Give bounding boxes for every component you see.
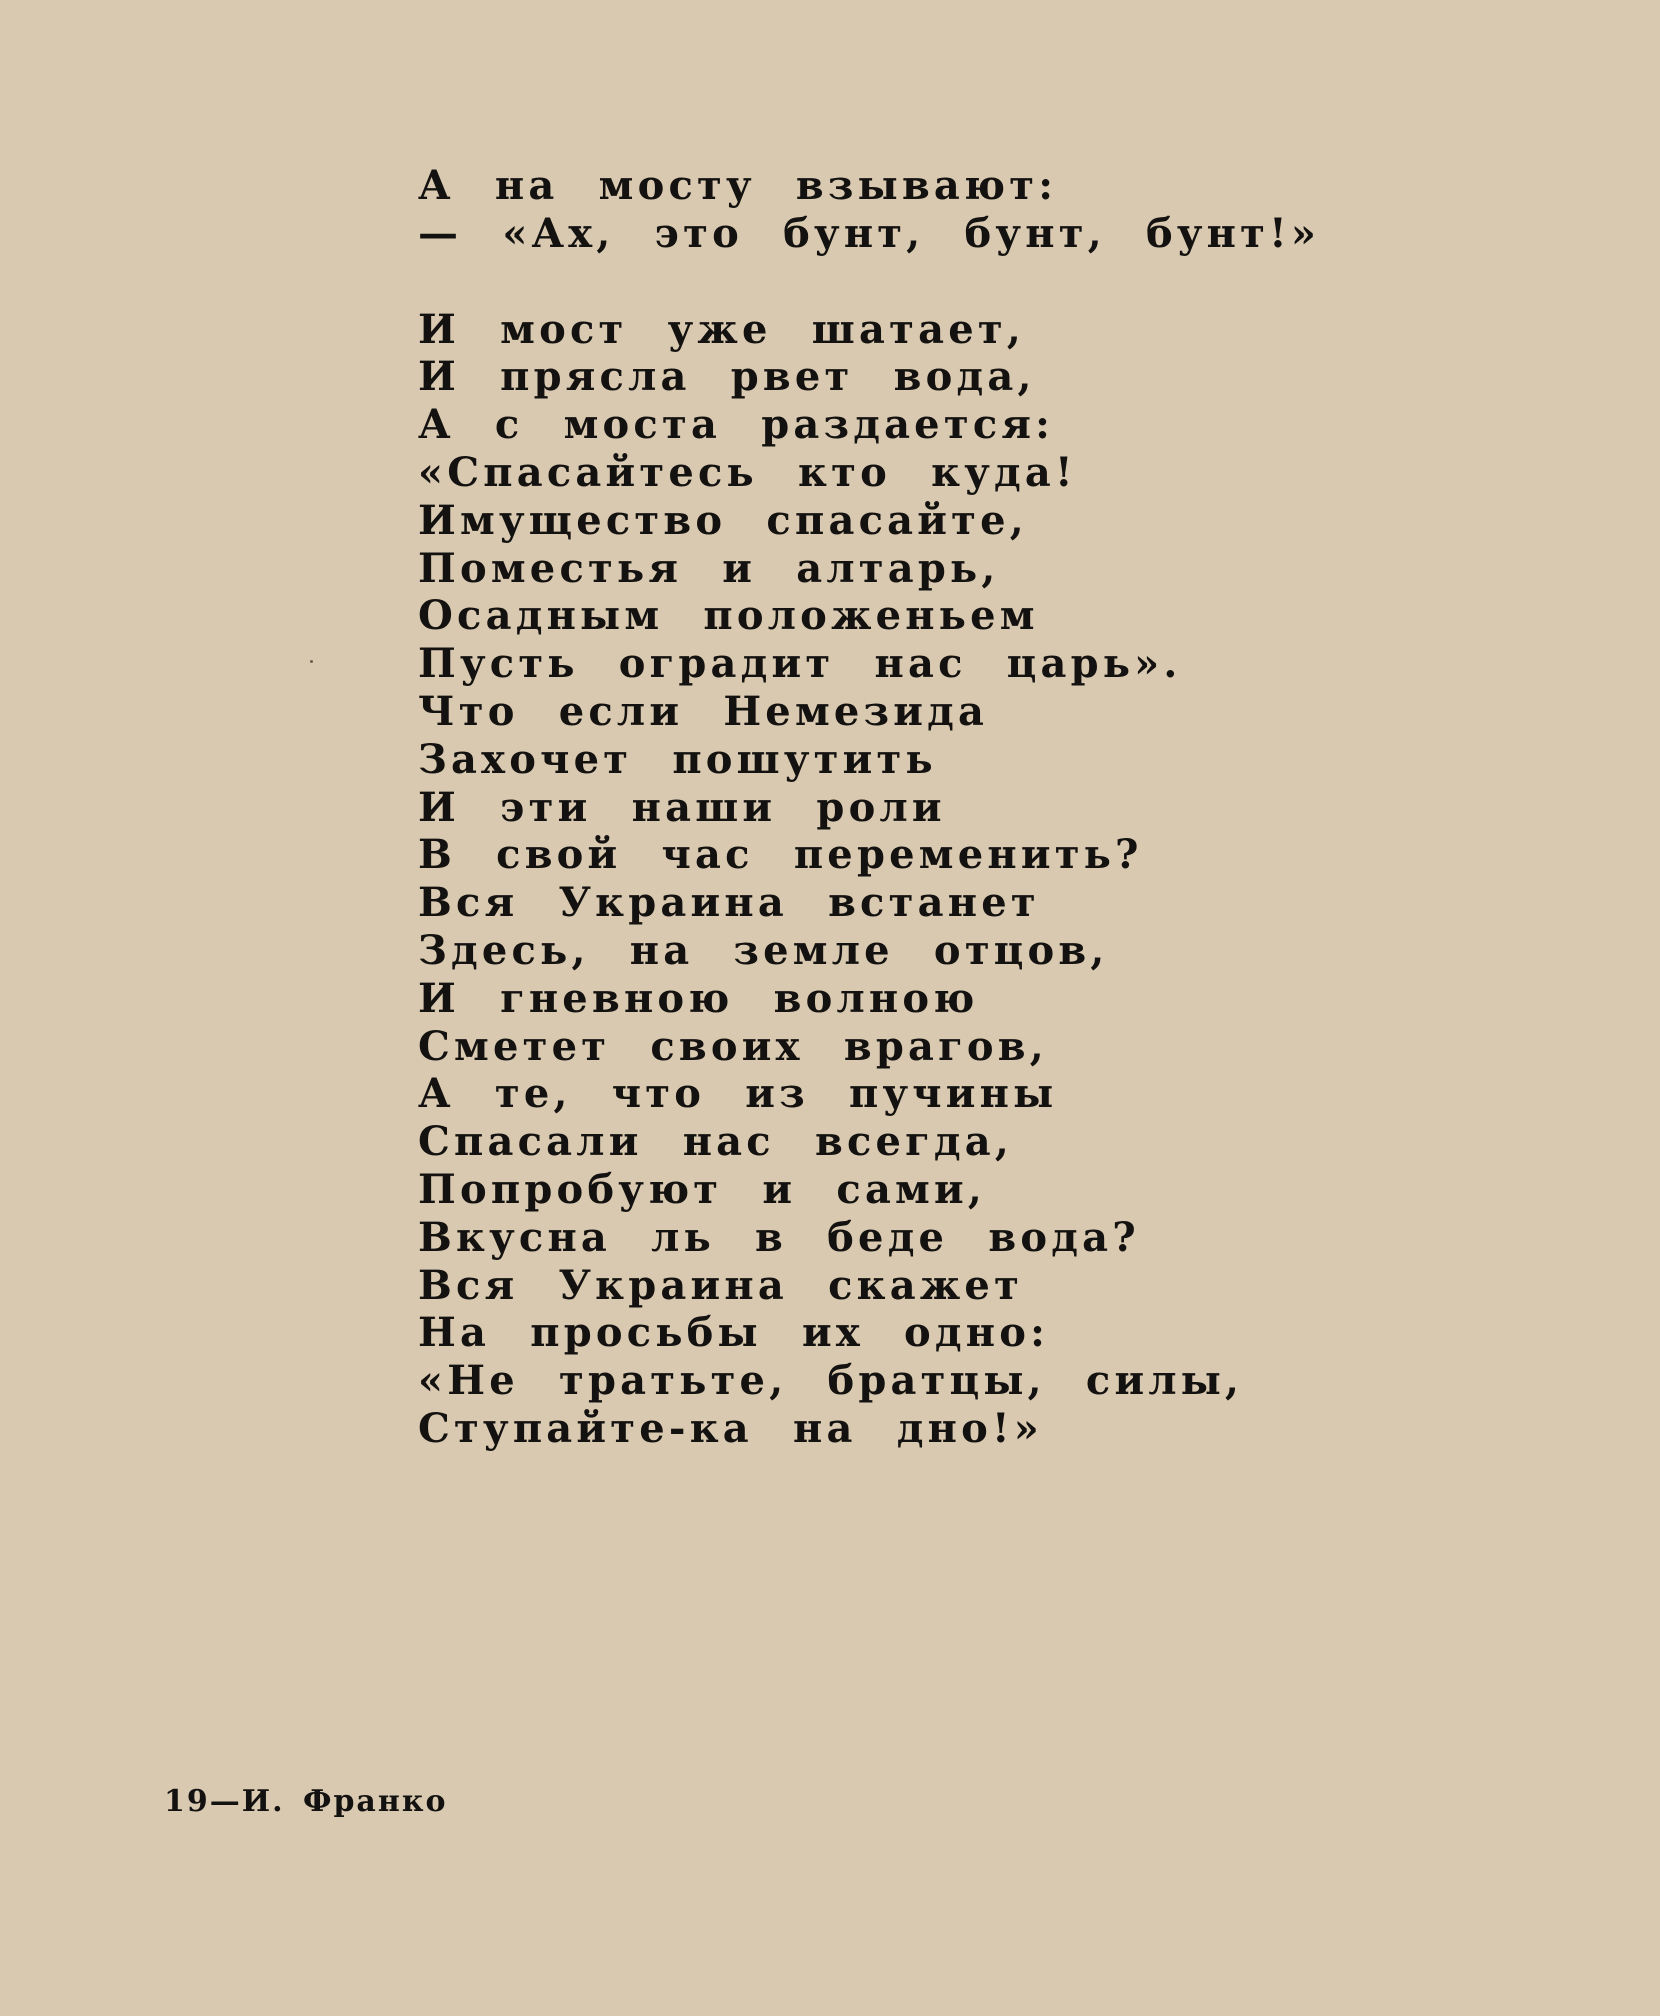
poem-line: А те, что из пучины xyxy=(418,1070,1058,1118)
poem-line: На просьбы их одно: xyxy=(418,1309,1050,1357)
poem-line: И прясла рвет вода, xyxy=(418,353,1036,401)
poem-line: Сметет своих врагов, xyxy=(418,1022,1048,1070)
poem-line: И мост уже шатает, xyxy=(418,305,1025,353)
poem-stanza-1 xyxy=(418,162,1418,258)
poem-line: Ступайте-ка на дно!» xyxy=(418,1404,1043,1452)
poem-line: В свой час переменить? xyxy=(418,831,1143,879)
poem-line: Пусть оградит нас царь». xyxy=(418,640,1182,688)
poem-line: Вся Украина встанет xyxy=(418,879,1040,927)
poem-line: Осадным положеньем xyxy=(418,592,1039,640)
poem-line: Захочет пошутить xyxy=(418,735,937,783)
poem-line: Здесь, на земле отцов, xyxy=(418,926,1109,974)
poem-line: Попробуют и сами, xyxy=(418,1165,986,1213)
poem-line: Спасали нас всегда, xyxy=(418,1118,1013,1166)
poem-line: — «Ах, это бунт, бунт, бунт!» xyxy=(418,209,1321,257)
poem-line: А на мосту взывают: xyxy=(418,162,1058,209)
poem-line: И эти наши роли xyxy=(418,783,946,831)
poem-line: Вкусна ль в беде вода? xyxy=(418,1213,1140,1261)
print-speck xyxy=(310,660,313,663)
poem-stanza-2 xyxy=(418,306,1418,1453)
poem-line: Поместья и алтарь, xyxy=(418,544,1000,592)
poem-line: Вся Украина скажет xyxy=(418,1261,1024,1309)
poem-line: Что если Немезида xyxy=(418,687,989,735)
poem-line: И гневною волною xyxy=(418,974,979,1022)
poem-line: «Не тратьте, братцы, силы, xyxy=(418,1357,1244,1405)
poem-line: А с моста раздается: xyxy=(418,401,1055,449)
poem-text xyxy=(418,162,1418,1453)
poem-line: «Спасайтесь кто куда! xyxy=(418,448,1077,496)
page-signature: 19—И. Франко xyxy=(164,1784,448,1819)
poem-line: Имущество спасайте, xyxy=(418,496,1028,544)
